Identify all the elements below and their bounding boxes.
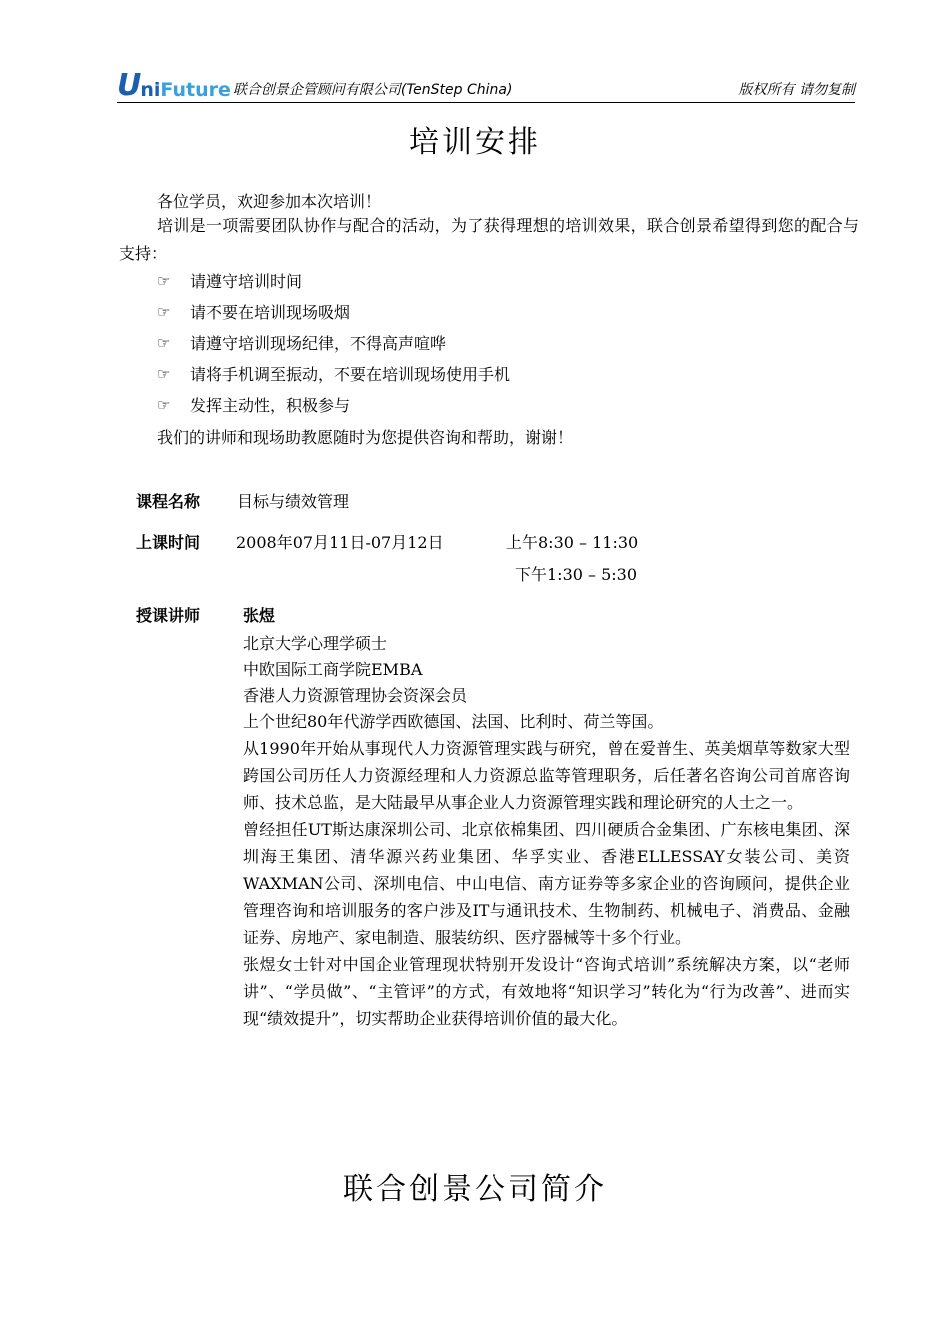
- bio-credential: 上个世纪80年代游学西欧德国、法国、比利时、荷兰等国。: [243, 712, 664, 731]
- list-item: ☞ 请遵守培训时间: [157, 266, 510, 297]
- pointing-hand-icon: ☞: [157, 334, 171, 352]
- list-item: ☞ 请遵守培训现场纪律，不得高声喧哗: [157, 328, 510, 359]
- closing-text: 我们的讲师和现场助教愿随时为您提供咨询和帮助，谢谢！: [157, 428, 574, 447]
- page-header: [117, 66, 855, 103]
- pointing-hand-icon: ☞: [157, 272, 171, 290]
- unifuture-logo: [117, 66, 513, 103]
- instructor-name: 张煜: [243, 606, 276, 625]
- logo-wordmark: U ni Future: [117, 67, 231, 103]
- bio-clients: 曾经担任UT斯达康深圳公司、北京依棉集团、四川硬质合金集团、广东核电集团、深圳海王集团、清华源兴药业集团、华孚实业、香港ELLESSAY女装公司、美资WAXMAN公司、深圳电信、中山电信、南方证券等多家企业的咨询顾问，提供企业管理咨询和培训服务的客户涉及IT与通讯技术、生物制药、机械电子、消费品、金融证券、房地产、家电制造、服装纺织、医疗器械等十多个行业。: [243, 820, 850, 947]
- bio-credential: 北京大学心理学硕士: [243, 634, 388, 653]
- list-item: ☞ 发挥主动性，积极参与: [157, 390, 510, 421]
- page-title: 培训安排: [409, 125, 541, 160]
- intro-paragraph: 培训是一项需要团队协作与配合的活动，为了获得理想的培训效果，联合创景希望得到您的配合与支持：: [119, 216, 859, 263]
- bio-methodology: 张煜女士针对中国企业管理现状特别开发设计“咨询式培训”系统解决方案，以“老师讲”、“学员做”、“主管评”的方式，有效地将“知识学习”转化为“行为改善”、进而实现“绩效提升”，切实帮助企业获得培训价值的最大化。: [243, 955, 850, 1028]
- rules-list: [157, 266, 510, 421]
- afternoon-session: 下午1:30 – 5:30: [515, 565, 638, 584]
- bio-credential: 香港人力资源管理协会资深会员: [243, 686, 468, 705]
- header-rights-notice: 版权所有 请勿复制: [738, 82, 855, 98]
- header-company-name: 联合创景企管顾问有限公司(TenStep China): [232, 82, 513, 98]
- pointing-hand-icon: ☞: [157, 303, 171, 321]
- pointing-hand-icon: ☞: [157, 396, 171, 414]
- morning-session: 上午8:30 – 11:30: [506, 533, 639, 552]
- list-item: ☞ 请不要在培训现场吸烟: [157, 297, 510, 328]
- bio-experience: 从1990年开始从事现代人力资源管理实践与研究，曾在爱普生、英美烟草等数家大型跨国公司历任人力资源经理和人力资源总监等管理职务，后任著名咨询公司首席咨询师、技术总监，是大陆最早从事企业人力资源管理实践和理论研究的人士之一。: [243, 739, 850, 812]
- course-time-label: 上课时间: [136, 533, 201, 552]
- course-name: 目标与绩效管理: [237, 492, 350, 511]
- course-name-label: 课程名称: [136, 492, 201, 511]
- pointing-hand-icon: ☞: [157, 365, 171, 383]
- course-date: 2008年07月11日-07月12日: [236, 533, 444, 552]
- instructor-bio: [243, 631, 850, 1032]
- section-title: 联合创景公司简介: [343, 1172, 607, 1207]
- welcome-text: 各位学员，欢迎参加本次培训！: [157, 192, 382, 211]
- list-item: ☞ 请将手机调至振动，不要在培训现场使用手机: [157, 359, 510, 390]
- instructor-label: 授课讲师: [136, 606, 201, 625]
- bio-credential: 中欧国际工商学院EMBA: [243, 660, 423, 679]
